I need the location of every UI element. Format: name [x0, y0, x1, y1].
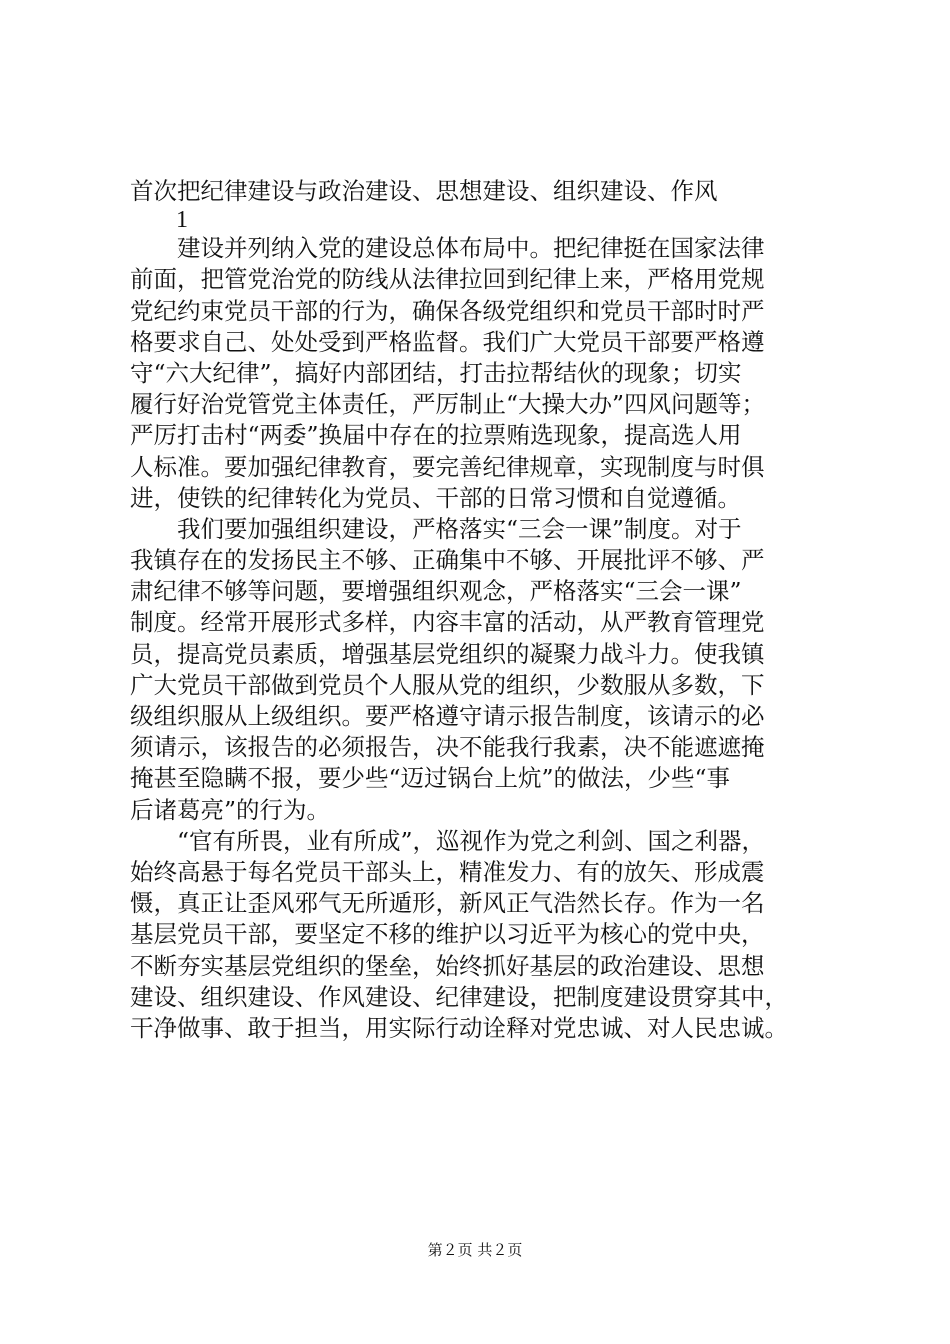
- text-line: 基层党员干部，要坚定不移的维护以习近平为核心的党中央，: [130, 920, 765, 949]
- text-line: 人标准。要加强纪律教育，要完善纪律规章，实现制度与时俱: [130, 452, 765, 481]
- text-line: 级组织服从上级组织。要严格遵守请示报告制度，该请示的必: [130, 702, 765, 730]
- text-line: 干净做事、敢于担当，用实际行动诠释对党忠诚、对人民忠诚。: [130, 1013, 788, 1042]
- text-line: 建设、组织建设、作风建设、纪律建设，把制度建设贯穿其中，: [130, 982, 788, 1011]
- text-line: 须请示，该报告的必须报告，决不能我行我素，决不能遮遮掩: [130, 733, 765, 762]
- body-text: [130, 176, 830, 1044]
- text-line: 守“六大纪律”，搞好内部团结，打击拉帮结伙的现象；切实: [130, 358, 742, 387]
- text-line: 严厉打击村“两委”换届中存在的拉票贿选现象，提高选人用: [130, 421, 742, 450]
- text-line: 不断夯实基层党组织的堡垒，始终抓好基层的政治建设、思想: [130, 951, 765, 980]
- text-line: 进，使铁的纪律转化为党员、干部的日常习惯和自觉遵循。: [130, 483, 741, 512]
- inline-page-number: 1: [176, 207, 188, 234]
- text-line: 掩甚至隐瞒不报，要少些“迈过锅台上炕”的做法，少些“事: [130, 764, 731, 793]
- text-line: 履行好治党管党主体责任，严厉制止“大操大办”四风问题等；: [130, 390, 766, 419]
- text-line: 我镇存在的发扬民主不够、正确集中不够、开展批评不够、严: [130, 546, 765, 575]
- text-line: 首次把纪律建设与政治建设、思想建设、组织建设、作风: [130, 177, 718, 205]
- text-line: “官有所畏，业有所成”，巡视作为党之利剑、国之利器，: [177, 826, 766, 855]
- text-line: 党纪约束党员干部的行为，确保各级党组织和党员干部时时严: [130, 296, 765, 325]
- text-line: 肃纪律不够等问题，要增强组织观念，严格落实“三会一课”: [130, 577, 742, 606]
- text-line: 广大党员干部做到党员个人服从党的组织，少数服从多数，下: [130, 670, 765, 699]
- page-footer: 第２页 共２页: [427, 1241, 523, 1259]
- text-line: 始终高悬于每名党员干部头上，精准发力、有的放矢、形成震: [130, 857, 765, 886]
- text-line: 制度。经常开展形式多样，内容丰富的活动，从严教育管理党: [130, 608, 765, 637]
- text-line: 后诸葛亮”的行为。: [130, 795, 331, 824]
- text-line: 慑，真正让歪风邪气无所遁形，新风正气浩然长存。作为一名: [130, 889, 765, 918]
- text-line: 员，提高党员素质，增强基层党组织的凝聚力战斗力。使我镇: [130, 639, 765, 668]
- text-line: 格要求自己、处处受到严格监督。我们广大党员干部要严格遵: [130, 327, 765, 356]
- text-line: 我们要加强组织建设，严格落实“三会一课”制度。对于: [177, 514, 742, 543]
- text-line: 前面，把管党治党的防线从法律拉回到纪律上来，严格用党规: [130, 265, 765, 294]
- text-line: 建设并列纳入党的建设总体布局中。把纪律挺在国家法律: [177, 234, 765, 263]
